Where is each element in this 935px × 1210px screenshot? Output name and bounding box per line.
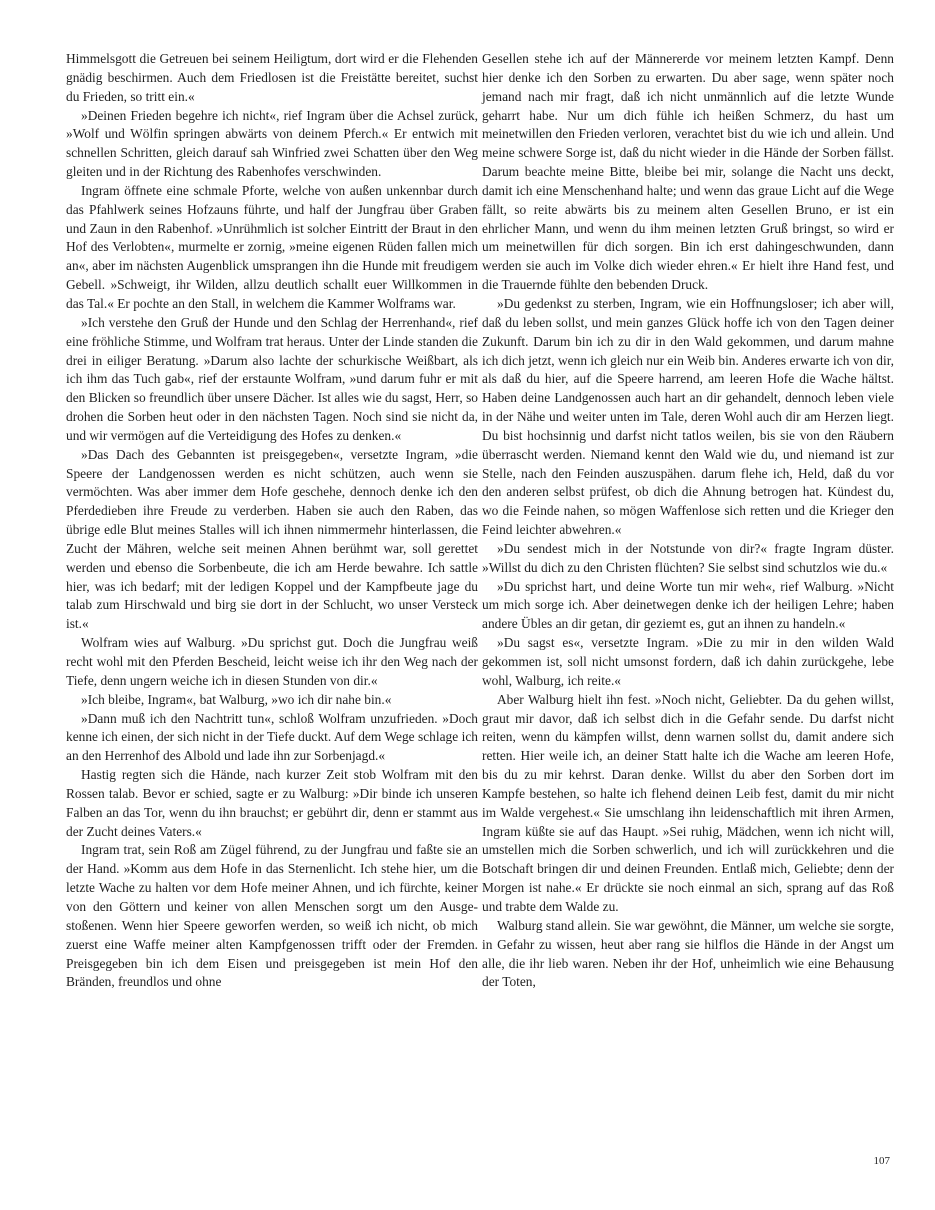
paragraph: Ingram öffnete eine schmale Pforte, welche von außen unkennbar durch das Pfahlwerk seines Hofzauns führte, und half der Jungfrau über Graben und Zaun in den Rabenhof. »Unrühmlich ist solcher Eintritt der Braut in den Hof des Verlobten«, murmelte er zornig, »meine eigenen Rüden fallen mich an«, aber im nächsten Augenblick umsprangen ihn die Hunde mit freudigem Gebell. »Schweigt, ihr Wilden, allzu deutlich schallt euer Willkommen in das Tal.« Er pochte an den Stall, in welchem die Kammer Wolframs war. [66,182,478,311]
paragraph: Walburg stand allein. Sie war gewöhnt, die Männer, um welche sie sorgte, in Gefahr zu wissen, heut aber rang sie hilflos die Hände in der Angst um alle, die ihr lieb waren. Neben ihr der Hof, unheimlich wie eine Behausung der Toten, [482,917,894,990]
paragraph: »Du sagst es«, versetzte Ingram. »Die zu mir in den wilden Wald gekommen ist, soll nicht umsonst fordern, daß ich dahin zurückgehe, lebe wohl, Walburg, ich reite.« [482,635,894,688]
paragraph: Himmelsgott die Getreuen bei seinem Heiligtum, dort wird er die Flehenden gnädig beschirmen. Auch dem Friedlosen ist die Freistätte bereitet, suchst du Frieden, so tritt ein.« [66,51,478,104]
paragraph: »Das Dach des Gebannten ist preisgegeben«, versetzte Ingram, »die Speere der Landgenossen werden es nicht schützen, auch wenn sie vermöchten. Was aber immer dem Hofe geschehe, dennoch denke ich den Pferdedieben ihre Freude zu verderben. Haben sie auch den Raben, das übrige edle Blut meines Stalles will ich ihnen nimmermehr hinterlassen, die Zucht der Mähren, welche seit meinen Ahnen berühmt war, soll gerettet werden und ebenso die Sorbenbeute, die ich am Herde bewahre. Ich sattle hier, was ich bedarf; mit der ledigen Koppel und der Kampfbeute jage du talab zum Hirschwald und birg sie dort in der Schlucht, wo unser Versteck ist.« [66,446,478,632]
page-number: 107 [873,1155,890,1167]
paragraph: »Ich verstehe den Gruß der Hunde und den Schlag der Herrenhand«, rief eine fröhliche Stimme, und Wolfram trat heraus. Unter der Linde standen die drei in eiliger Beratung. »Darum also lachte der schurkische Weißbart, als ich ihm das Tuch gab«, rief der erstaunte Wolfram, »und darum fuhr er mit den Blicken so freundlich über unsere Dächer. Ist alles wie du sagst, Herr, so drohen die Sorben heut oder in den nächsten Tagen. Noch sind sie nicht da, und wir vermögen auf die Verteidigung des Hofes zu denken.« [66,314,478,443]
paragraph: »Du sendest mich in der Notstunde von dir?« fragte Ingram düster. »Willst du dich zu den Christen flüchten? Sie selbst sind schutzlos wie du.« [482,540,894,575]
paragraph: Hastig regten sich die Hände, nach kurzer Zeit stob Wolfram mit den Rossen talab. Bevor er schied, sagte er zu Walburg: »Dir binde ich unseren Falben an das Tor, wenn du ihn brauchst; er gebührt dir, denn er stammt aus der Zucht deines Vaters.« [66,767,478,839]
paragraph: Aber Walburg hielt ihn fest. »Noch nicht, Geliebter. Da du gehen willst, graut mir davor, daß ich selbst dich in die Gefahr sende. Du darfst nicht reiten, wenn du kämpfen willst, denn warnen sollst du, damit andere sich retten. Hier weile ich, an deiner Statt halte ich die Wache am leeren Hofe, bis du zu mir kehrst. Daran denke. Willst du aber den Sorben dort im Kampfe bestehen, so halte ich flehend deinen Leib fest, damit du mir nicht im Walde vergehest.« Sie umschlang ihn leidenschaftlich mit ihren Armen, Ingram küßte sie auf das Haupt. »Sei ruhig, Mädchen, wenn ich nicht will, umstellen mich die Sorben schwerlich, und ich will zurückkehren und die Botschaft bringen dir und deinen Freunden. Entlaß mich, Geliebte; denn der Morgen ist nahe.« Er drückte sie noch einmal an sich, sprang auf das Roß und trabte dem Walde zu. [482,691,894,914]
paragraph: Wolfram wies auf Walburg. »Du sprichst gut. Doch die Jungfrau weiß recht wohl mit den Pferden Bescheid, leicht weise ich ihr den Weg nach der Tiefe, denn ungern weiche ich in diesen Stunden von dir.« [66,635,478,688]
left-column [66,50,478,992]
paragraph: »Du sprichst hart, und deine Worte tun mir weh«, rief Walburg. »Nicht um mich sorge ich. Aber deinetwegen denke ich der heiligen Lehre; haben andere Übles an dir getan, dir geziemt es, gut an ihnen zu handeln.« [482,578,894,632]
paragraph: Ingram trat, sein Roß am Zügel führend, zu der Jungfrau und faßte sie an der Hand. »Komm aus dem Hofe in das Sternenlicht. Ich stehe hier, um die letzte Wache zu halten vor dem Hofe meiner Ahnen, und ich fürchte, keiner von den Göttern und keiner von allen Menschen sorgt um den Ausgestoßenen. Wenn hier Speere geworfen werden, so weiß ich nicht, ob mich zuerst eine Waffe meiner alten Kampfgenossen trifft oder der Fremden. Preisgegeben bin ich dem Eisen und preisgegeben ist mein Hof den Bränden, freundlos und ohne [66,842,478,990]
paragraph: »Du gedenkst zu sterben, Ingram, wie ein Hoffnungsloser; ich aber will, daß du leben sollst, und mein ganzes Glück hoffe ich von den Tagen deiner Zukunft. Darum bin ich zu dir in den Wald gekommen, und darum mahne ich dich jetzt, wenn ich gleich nur ein Weib bin. Anderes erwarte ich von dir, als daß du hier, auf die Speere harrend, am leeren Hofe die Wache hältst. Haben deine Landgenossen auch hart an dir gehandelt, dennoch leben viele in der Nähe und weiter unten im Tale, deren Wohl auch dir am Herzen liegt. Du bist hochsinnig und darfst nicht tatlos weilen, bis sie von den Räubern überrascht werden. Niemand kennt den Wald wie du, und niemand ist zur Stelle, nach den Feinden auszuspähen. darum flehe ich, Held, daß du vor den anderen selbst prüfest, ob dich die Ahnung betrogen hat. Kündest du, wo die Feinde nahen, so mögen Waffenlose sich retten und die Krieger den Feind leichter abwehren.« [482,295,894,538]
paragraph: »Ich bleibe, Ingram«, bat Walburg, »wo ich dir nahe bin.« [81,691,392,707]
paragraph: »Deinen Frieden begehre ich nicht«, rief Ingram über die Achsel zurück, »Wolf und Wölfin springen abwärts von deinem Pferch.« Er entwich mit schnellen Schritten, gleich darauf sah Winfried zwei Schatten über den Weg gleiten und in der Richtung des Rabenhofes verschwinden. [66,107,478,180]
paragraph: »Dann muß ich den Nachtritt tun«, schloß Wolfram unzufrieden. »Doch kenne ich einen, der sich nicht in der Tiefe duckt. Auf dem Wege schlage ich an den Herrenhof des Albold und lade ihn zur Sorbenjagd.« [66,710,478,764]
right-column [482,50,894,992]
paragraph: Gesellen stehe ich auf der Männererde vor meinem letzten Kampf. Denn hier denke ich den Sorben zu erwarten. Du aber sage, wenn später noch jemand nach mir fragt, daß ich nicht unmännlich auf die letzte Wunde geharrt habe. Nur um dich fühle ich heißen Schmerz, du hast um meinetwillen den Frieden verloren, verachtet bist du wie ich und allein. Und meine schwere Sorge ist, daß du nicht wieder in die Hände der Sorben fällst. Darum beachte meine Bitte, bleibe bei mir, solange die Nacht uns deckt, damit ich eine Menschenhand halte; und wenn das graue Licht auf die Wege fällt, so reite abwärts bis zu meinem alten Gesellen Bruno, er ist ein ehrlicher Mann, und wenn du ihm meinen letzten Gruß bringst, so wird er um meinetwillen für dich sorgen. Bin ich erst dahingeschwunden, dann werden sie auch im Volke dich wieder ehren.« Er hielt ihre Hand fest, und die Trauernde fühlte den bebenden Druck. [482,51,894,293]
